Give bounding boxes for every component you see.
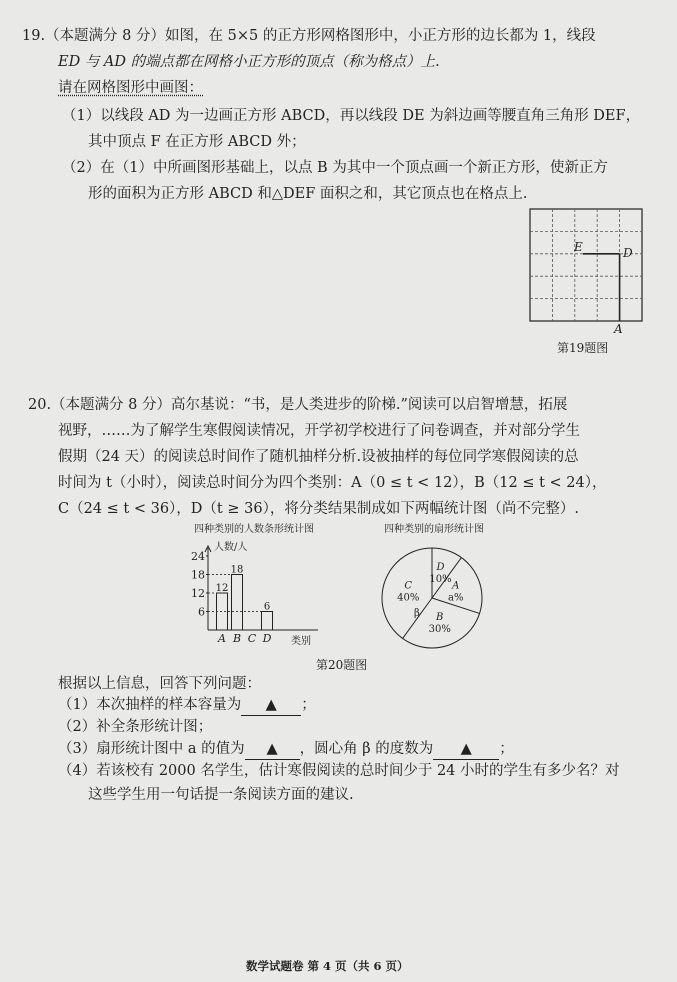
q19-grid-figure <box>528 205 648 335</box>
q20-sub1-blank: ▲ <box>241 695 301 716</box>
q20-caption: 第20题图 <box>316 658 368 672</box>
pie-slice-value-D: 10% <box>429 573 452 585</box>
bar-data-label: 6 <box>263 601 271 613</box>
pie-slice-value-C: 40% <box>397 592 420 604</box>
bar-category-label: D <box>262 632 272 645</box>
pie-slice-label-D: D <box>436 561 445 573</box>
pie-slice-label-A: A <box>452 580 460 592</box>
bar-y-tick-label: 24 <box>191 550 205 563</box>
q19-line7: 形的面积为正方形 ABCD 和△DEF 面积之和，其它顶点也在格点上. <box>88 186 528 202</box>
point-E-label: E <box>574 240 583 254</box>
point-D-label: D <box>623 246 633 260</box>
pie-beta-label: β <box>414 608 420 619</box>
q20-sub3-blank-a: ▲ <box>245 739 300 760</box>
q19-caption: 第19题图 <box>557 341 609 355</box>
bar-y-tick-label: 6 <box>198 605 205 619</box>
bar-category-label: B <box>232 632 242 645</box>
q20-prompt: 根据以上信息，回答下列问题： <box>58 676 261 692</box>
q20-line3: 假期（24 天）的阅读总时间作了随机抽样分析.设被抽样的每位同学寒假阅读的总 <box>58 449 579 465</box>
bar-chart-axes <box>191 546 318 630</box>
q20-sub4a: （4）若该校有 2000 名学生，估计寒假阅读的总时间少于 24 小时的学生有多少名？对 <box>58 763 620 779</box>
q20-sub1: （1）本次抽样的样本容量为 ▲ ； <box>58 695 316 716</box>
bar-y-tick-label: 18 <box>191 568 205 582</box>
bar-category-label: A <box>218 632 226 645</box>
pie-slice-label-C: C <box>404 580 413 592</box>
pie-chart-title: 四种类别的扇形统计图 <box>384 524 484 535</box>
q19-line1: 19.（本题满分 8 分）如图，在 5×5 的正方形网格图形中，小正方形的边长都为 1，线段 <box>22 28 596 44</box>
q19-line2: ED 与 AD 的端点都在网格小正方形的顶点（称为格点）上. <box>58 54 440 70</box>
bar-y-tick-label: 12 <box>191 587 205 600</box>
q20-sub4b: 这些学生用一句话提一条阅读方面的建议. <box>88 787 354 803</box>
pie-slice-value-A: a% <box>448 592 464 604</box>
pie-slice-value-B: 30% <box>428 623 451 635</box>
q20-line5: C（24 ≤ t < 36），D（t ≥ 36），将分类结果制成如下两幅统计图（尚不完整）. <box>58 501 579 517</box>
q20-line1: 20.（本题满分 8 分）高尔基说：“书，是人类进步的阶梯.”阅读可以启智增慧，拓展 <box>28 397 568 413</box>
bar-chart-ylabel: 人数/人 <box>214 542 248 553</box>
q20-sub3: （3）扇形统计图中 a 的值为 ▲ ，圆心角 β 的度数为 ▲ ； <box>58 739 514 760</box>
pie-slice-label-B: B <box>436 611 444 623</box>
q20-line2: 视野，……为了解学生寒假阅读情况，开学初学校进行了问卷调查，并对部分学生 <box>58 423 580 439</box>
q19-line3: 请在网格图形中画图： <box>58 80 203 96</box>
bar-B <box>232 575 243 631</box>
q19-line5: 其中顶点 F 在正方形 ABCD 外； <box>88 134 306 150</box>
bar-chart-title: 四种类别的人数条形统计图 <box>194 524 314 535</box>
bar-chart-xlabel: 类别 <box>291 636 311 647</box>
q19-line6: （2）在（1）中所画图形基础上，以点 B 为其中一个顶点画一个新正方形，使新正方 <box>62 160 608 176</box>
bar-chart <box>186 520 336 650</box>
pie-chart-slices <box>382 548 482 648</box>
bar-category-label: C <box>247 632 257 645</box>
bar-data-label: 12 <box>215 583 229 594</box>
pie-chart <box>378 520 488 650</box>
point-A-label: A <box>614 322 623 335</box>
page-footer: 数学试题卷 第 4 页（共 6 页） <box>246 959 409 973</box>
grid-border <box>530 209 642 321</box>
q20-line4: 时间为 t（小时），阅读总时间分为四个类别：A（0 ≤ t < 12），B（12 ≤ t < 24）， <box>58 475 607 491</box>
grid-lines <box>530 209 642 321</box>
q20-sub2: （2）补全条形统计图； <box>58 719 213 735</box>
q19-line4: （1）以线段 AD 为一边画正方形 ABCD，再以线段 DE 为斜边画等腰直角三角形 DEF， <box>62 108 641 124</box>
bar-chart-bars <box>208 565 273 646</box>
bar-data-label: 18 <box>230 564 244 576</box>
bar-D <box>262 612 273 631</box>
q20-sub3-blank-b: ▲ <box>433 739 499 760</box>
